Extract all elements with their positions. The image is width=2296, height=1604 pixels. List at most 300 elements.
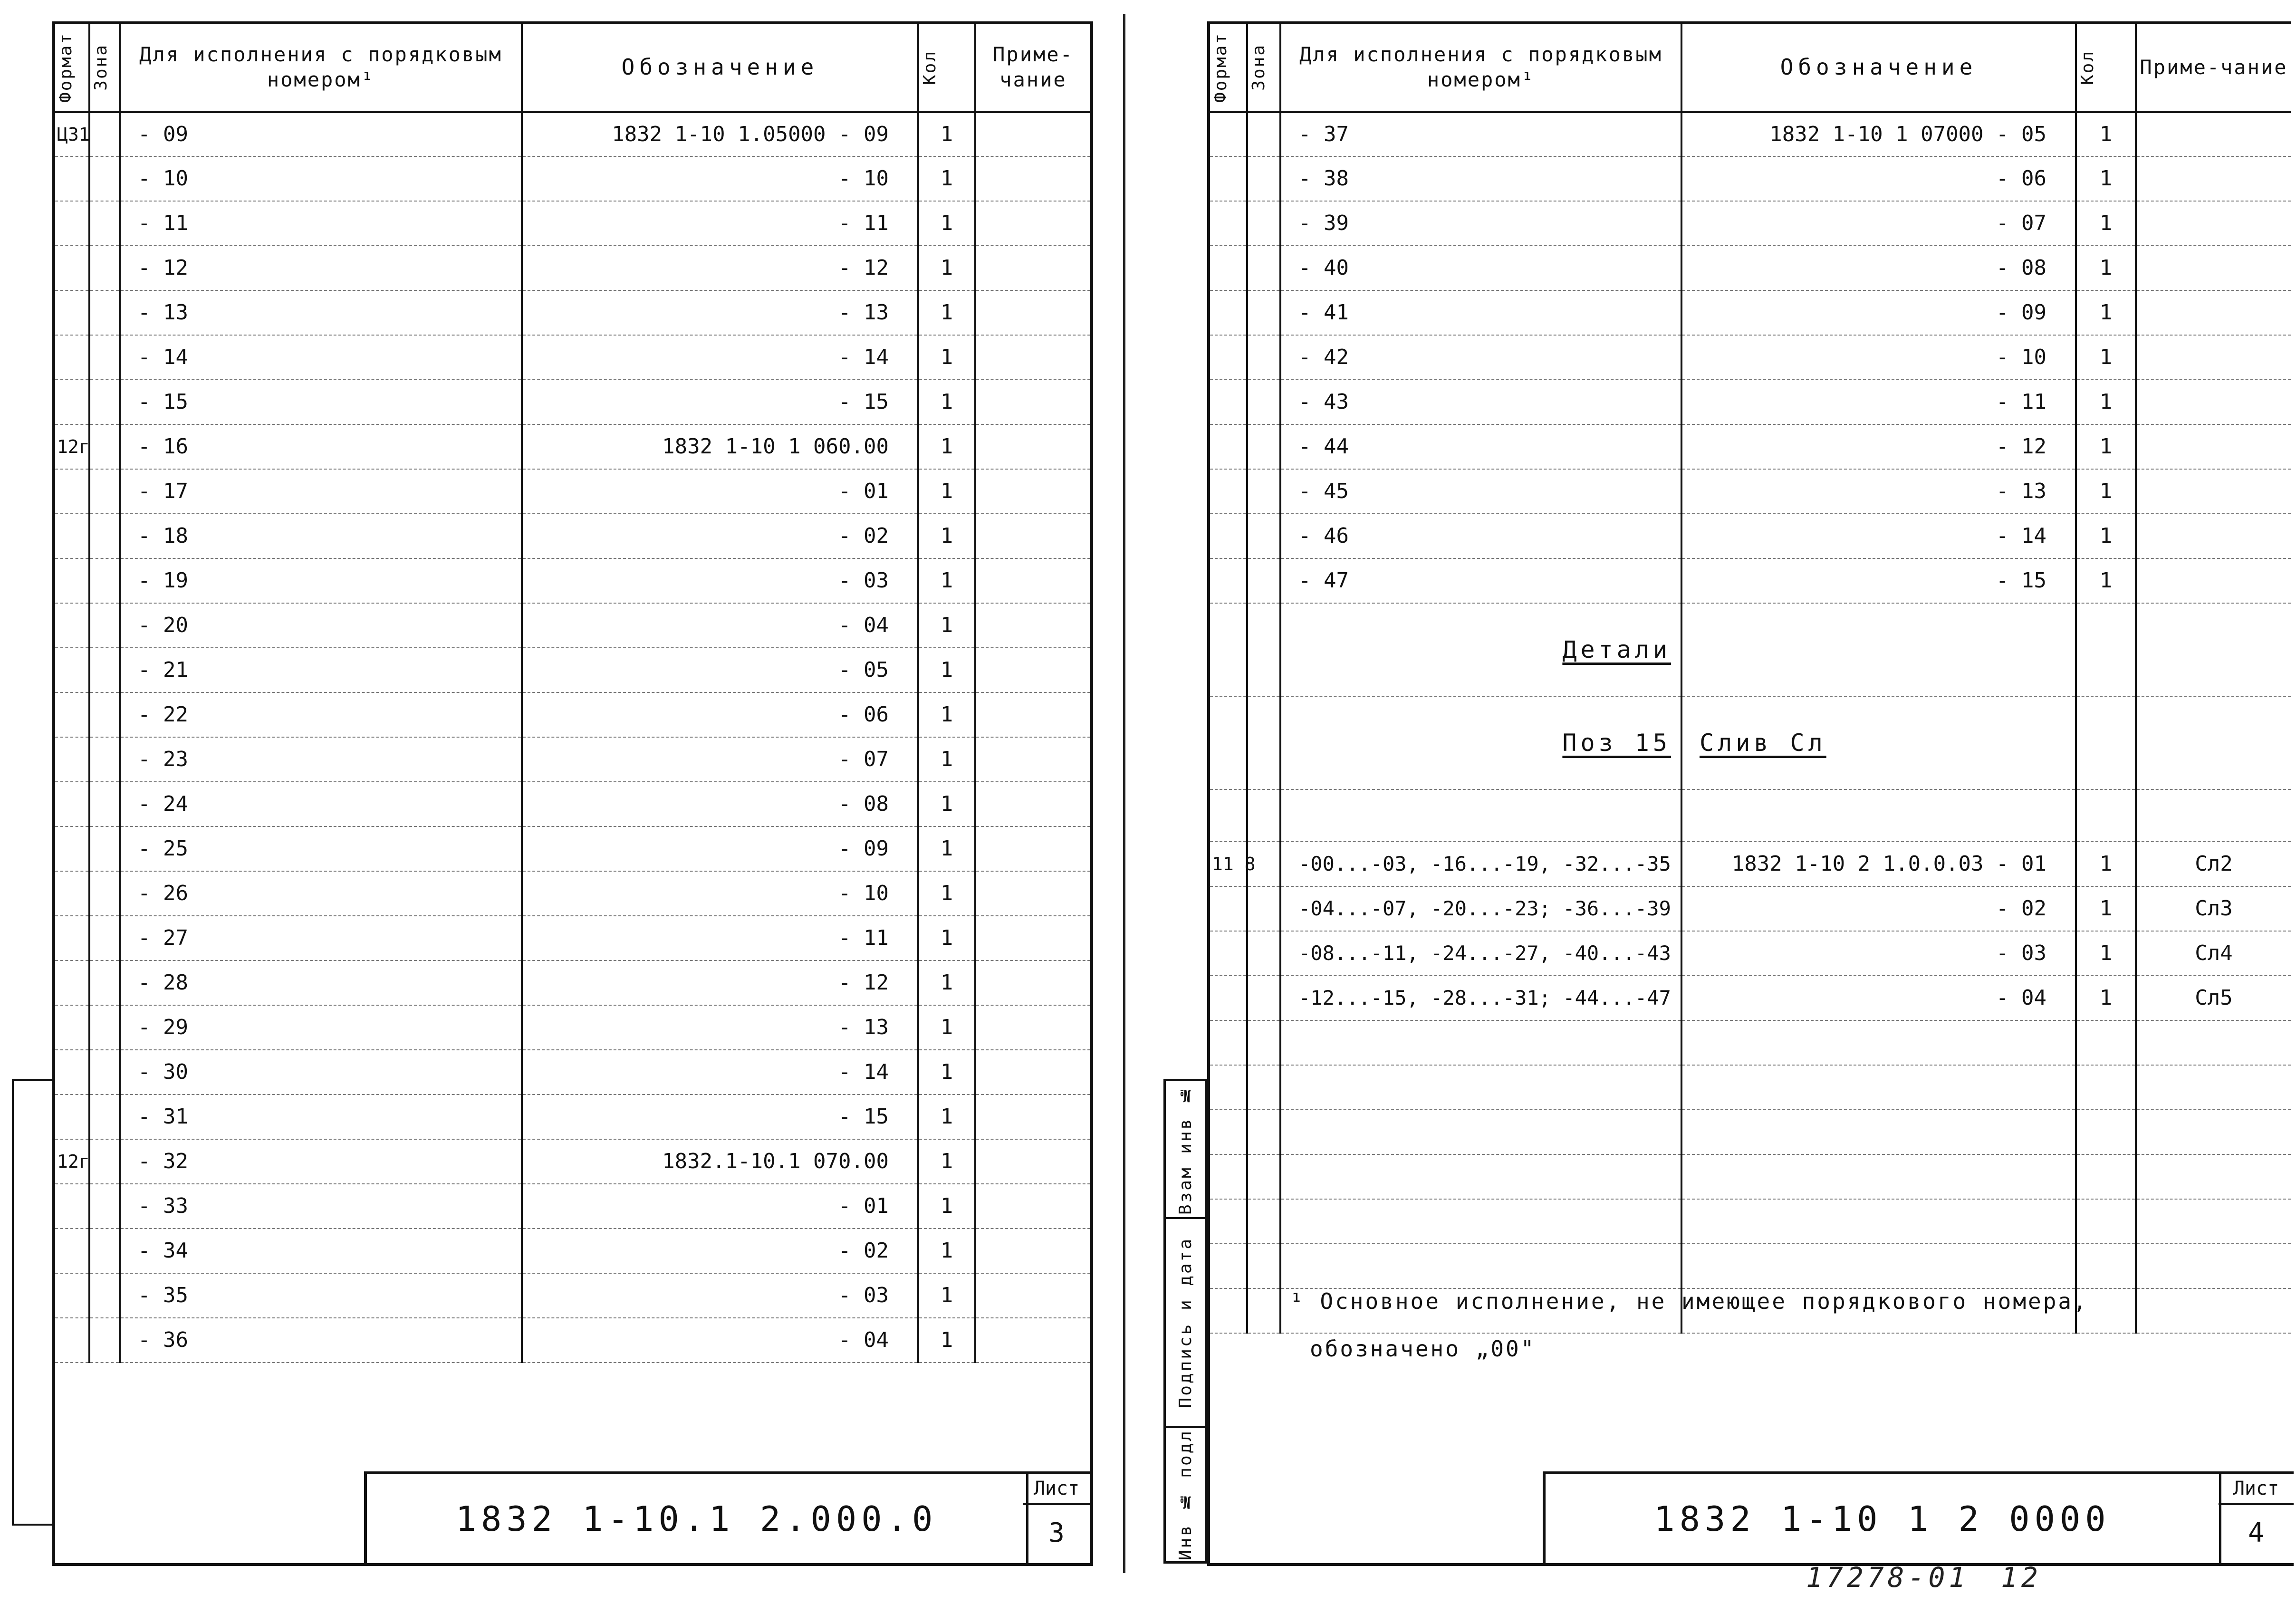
approval-side-strip xyxy=(1163,1079,1207,1564)
format-cell xyxy=(55,335,89,380)
qty-cell: 1 xyxy=(918,1229,975,1273)
note-cell xyxy=(2136,246,2291,290)
qty-cell: 1 xyxy=(918,201,975,246)
zone-cell xyxy=(1247,201,1280,246)
variant-cell: -12...-15, -28...-31; -44...-47 xyxy=(1280,976,1681,1020)
note-cell xyxy=(975,290,1090,335)
variant-cell: - 43 xyxy=(1280,380,1681,424)
format-cell xyxy=(55,1273,89,1318)
format-cell xyxy=(1210,380,1247,424)
left-spec-table xyxy=(55,24,1090,1363)
qty-cell: 1 xyxy=(918,692,975,737)
table-row xyxy=(1210,469,2291,514)
format-cell xyxy=(55,871,89,916)
designation-cell: - 10 xyxy=(522,871,918,916)
format-cell xyxy=(1210,469,1247,514)
format-cell xyxy=(1210,1020,1247,1065)
designation-cell: - 07 xyxy=(1681,201,2076,246)
variant-cell: - 27 xyxy=(120,916,522,960)
table-row xyxy=(55,290,1090,335)
format-cell xyxy=(1210,201,1247,246)
table-row xyxy=(55,916,1090,960)
format-cell xyxy=(55,1050,89,1095)
footnote-line-1: ¹ Основное исполнение, не имеющее порядкового номера, xyxy=(1290,1288,2088,1314)
format-cell xyxy=(55,692,89,737)
format-cell xyxy=(55,782,89,826)
header-format-text: Формат xyxy=(1211,32,1230,103)
format-cell xyxy=(1210,1288,1247,1333)
variant-cell: - 18 xyxy=(120,514,522,558)
variant-cell: - 20 xyxy=(120,603,522,648)
table-header xyxy=(55,24,1090,112)
zone-cell xyxy=(89,692,120,737)
qty-cell: 1 xyxy=(918,424,975,469)
note-cell xyxy=(975,1050,1090,1095)
note-cell xyxy=(975,1005,1090,1050)
designation-cell: 1832 1-10 1 060.00 xyxy=(522,424,918,469)
variant-cell: - 15 xyxy=(120,380,522,424)
designation-cell xyxy=(1681,603,2076,696)
format-cell xyxy=(55,737,89,782)
table-row xyxy=(1210,931,2291,976)
empty-row xyxy=(1210,1065,2291,1110)
qty-cell: 1 xyxy=(918,1005,975,1050)
designation-cell: - 14 xyxy=(1681,514,2076,558)
note-cell xyxy=(2136,696,2291,789)
table-row xyxy=(55,1139,1090,1184)
variant-cell xyxy=(1280,1020,1681,1065)
side-cell-original-inv xyxy=(1166,1428,1205,1561)
qty-cell: 1 xyxy=(918,1050,975,1095)
designation-cell: - 11 xyxy=(1681,380,2076,424)
designation-cell: - 13 xyxy=(1681,469,2076,514)
zone-cell xyxy=(89,1050,120,1095)
header-note: Приме-чание xyxy=(975,24,1090,112)
format-cell xyxy=(1210,112,1247,156)
header-format xyxy=(1210,24,1247,112)
qty-cell: 1 xyxy=(918,782,975,826)
left-table-body xyxy=(55,112,1090,1363)
variant-cell: - 28 xyxy=(120,960,522,1005)
zone-cell xyxy=(89,290,120,335)
designation-cell: - 15 xyxy=(522,1095,918,1139)
zone-cell xyxy=(89,1005,120,1050)
zone-cell xyxy=(1247,886,1280,931)
zone-cell xyxy=(89,871,120,916)
section-details-title: Детали xyxy=(1562,636,1671,663)
table-header xyxy=(1210,24,2291,112)
zone-cell xyxy=(89,1184,120,1229)
qty-cell xyxy=(2076,1065,2136,1110)
zone-cell xyxy=(1247,514,1280,558)
table-row xyxy=(55,1229,1090,1273)
designation-cell: - 09 xyxy=(1681,290,2076,335)
qty-cell: 1 xyxy=(918,335,975,380)
qty-cell: 1 xyxy=(918,1318,975,1363)
zone-cell xyxy=(1247,1199,1280,1244)
variant-cell: - 32 xyxy=(120,1139,522,1184)
sheet-number: 3 xyxy=(1048,1518,1065,1548)
section-part-name: Слив Сл xyxy=(1700,729,1826,757)
table-row xyxy=(55,826,1090,871)
variant-cell xyxy=(1280,1244,1681,1288)
zone-cell xyxy=(1247,1020,1280,1065)
qty-cell: 1 xyxy=(918,737,975,782)
designation-cell: 1832 1-10 1.05000 - 09 xyxy=(522,112,918,156)
variant-cell: - 12 xyxy=(120,246,522,290)
zone-cell xyxy=(89,469,120,514)
empty-row xyxy=(1210,789,2291,842)
zone-cell xyxy=(1247,335,1280,380)
note-cell xyxy=(2136,603,2291,696)
designation-cell: - 04 xyxy=(1681,976,2076,1020)
format-cell xyxy=(1210,558,1247,603)
table-row xyxy=(1210,842,2291,886)
header-zone-text: Зона xyxy=(1249,44,1268,91)
header-designation: Обозначение xyxy=(1681,24,2076,112)
qty-cell: 1 xyxy=(918,916,975,960)
zone-cell xyxy=(89,335,120,380)
table-row xyxy=(55,960,1090,1005)
header-variant: Для исполнения с порядковым номером¹ xyxy=(120,24,522,112)
format-cell xyxy=(55,826,89,871)
variant-cell: - 44 xyxy=(1280,424,1681,469)
qty-cell xyxy=(2076,789,2136,842)
qty-cell xyxy=(2076,1244,2136,1288)
sheet-label: Лист xyxy=(2219,1474,2294,1505)
zone-cell xyxy=(89,648,120,692)
qty-cell: 1 xyxy=(2076,842,2136,886)
variant-cell: - 23 xyxy=(120,737,522,782)
qty-cell: 1 xyxy=(2076,335,2136,380)
table-row xyxy=(55,112,1090,156)
note-cell xyxy=(975,469,1090,514)
table-row xyxy=(1210,201,2291,246)
zone-cell xyxy=(1247,246,1280,290)
qty-cell: 1 xyxy=(2076,246,2136,290)
variant-cell: - 40 xyxy=(1280,246,1681,290)
variant-cell: - 22 xyxy=(120,692,522,737)
note-cell xyxy=(975,826,1090,871)
table-row xyxy=(55,156,1090,201)
variant-cell: - 26 xyxy=(120,871,522,916)
table-row xyxy=(55,469,1090,514)
zone-cell xyxy=(89,558,120,603)
qty-cell: 1 xyxy=(2076,558,2136,603)
table-row xyxy=(1210,976,2291,1020)
note-cell xyxy=(975,737,1090,782)
table-row xyxy=(1210,112,2291,156)
designation-cell xyxy=(1681,1020,2076,1065)
section-position-title: Поз 15 xyxy=(1562,729,1671,757)
qty-cell xyxy=(2076,1199,2136,1244)
qty-cell: 1 xyxy=(918,826,975,871)
format-cell xyxy=(1210,1244,1247,1288)
qty-cell: 1 xyxy=(918,469,975,514)
designation-cell: 1832.1-10.1 070.00 xyxy=(522,1139,918,1184)
variant-cell xyxy=(1280,603,1681,696)
qty-cell: 1 xyxy=(2076,424,2136,469)
qty-cell: 1 xyxy=(918,246,975,290)
sheet-label: Лист xyxy=(1023,1474,1090,1505)
qty-cell: 1 xyxy=(2076,290,2136,335)
designation-cell: - 07 xyxy=(522,737,918,782)
table-row xyxy=(55,424,1090,469)
note-cell xyxy=(975,648,1090,692)
format-cell xyxy=(1210,424,1247,469)
format-cell xyxy=(1210,789,1247,842)
designation-cell: - 10 xyxy=(1681,335,2076,380)
table-row xyxy=(55,871,1090,916)
header-qty-text: Кол xyxy=(2078,49,2097,85)
format-cell xyxy=(1210,246,1247,290)
qty-cell: 1 xyxy=(2076,112,2136,156)
zone-cell xyxy=(1247,789,1280,842)
qty-cell: 1 xyxy=(918,558,975,603)
side-cell-signature-date xyxy=(1166,1219,1205,1428)
table-row xyxy=(1210,886,2291,931)
side-label-original-inv: Инв № подл xyxy=(1175,1429,1195,1561)
format-cell xyxy=(1210,931,1247,976)
designation-cell: - 12 xyxy=(522,960,918,1005)
designation-cell: - 09 xyxy=(522,826,918,871)
zone-cell xyxy=(89,424,120,469)
variant-cell: - 16 xyxy=(120,424,522,469)
note-cell xyxy=(975,603,1090,648)
table-row xyxy=(55,1184,1090,1229)
format-cell xyxy=(55,916,89,960)
zone-cell xyxy=(1247,558,1280,603)
format-cell xyxy=(1210,1199,1247,1244)
qty-cell: 1 xyxy=(918,380,975,424)
zone-cell xyxy=(1247,1154,1280,1199)
empty-row xyxy=(1210,1154,2291,1199)
designation-cell: - 01 xyxy=(522,469,918,514)
zone-cell xyxy=(89,201,120,246)
format-cell xyxy=(1210,156,1247,201)
table-row xyxy=(1210,290,2291,335)
empty-row xyxy=(1210,1199,2291,1244)
section-row xyxy=(1210,696,2291,789)
table-row xyxy=(1210,558,2291,603)
qty-cell xyxy=(2076,1110,2136,1154)
qty-cell: 1 xyxy=(918,1139,975,1184)
left-margin-bracket xyxy=(12,1079,55,1526)
qty-cell: 1 xyxy=(918,514,975,558)
qty-cell: 1 xyxy=(918,156,975,201)
variant-cell: - 33 xyxy=(120,1184,522,1229)
variant-cell xyxy=(1280,1065,1681,1110)
zone-cell xyxy=(1247,1065,1280,1110)
designation-cell: - 11 xyxy=(522,201,918,246)
note-cell xyxy=(2136,380,2291,424)
qty-cell: 1 xyxy=(2076,380,2136,424)
variant-cell: - 14 xyxy=(120,335,522,380)
zone-cell xyxy=(89,1318,120,1363)
zone-cell xyxy=(89,737,120,782)
qty-cell: 1 xyxy=(918,603,975,648)
format-cell: 11 8 xyxy=(1210,842,1247,886)
sheet-box xyxy=(1023,1474,1090,1563)
designation-cell: - 01 xyxy=(522,1184,918,1229)
designation-cell: - 06 xyxy=(1681,156,2076,201)
note-cell xyxy=(2136,1244,2291,1288)
zone-cell xyxy=(1247,976,1280,1020)
format-cell xyxy=(1210,335,1247,380)
zone-cell xyxy=(1247,603,1280,696)
format-cell xyxy=(1210,290,1247,335)
format-cell xyxy=(55,558,89,603)
format-cell xyxy=(55,290,89,335)
designation-cell xyxy=(1681,1154,2076,1199)
note-cell xyxy=(2136,789,2291,842)
table-row xyxy=(55,514,1090,558)
designation-cell: - 04 xyxy=(522,1318,918,1363)
note-cell: Сл3 xyxy=(2136,886,2291,931)
header-qty-text: Кол xyxy=(920,49,940,85)
note-cell xyxy=(2136,112,2291,156)
designation-cell: - 08 xyxy=(1681,246,2076,290)
designation-cell: - 10 xyxy=(522,156,918,201)
designation-cell xyxy=(1681,696,2076,789)
note-cell xyxy=(975,335,1090,380)
variant-cell: - 29 xyxy=(120,1005,522,1050)
format-cell xyxy=(55,648,89,692)
zone-cell xyxy=(89,380,120,424)
note-cell xyxy=(975,1139,1090,1184)
table-row xyxy=(1210,156,2291,201)
header-format-text: Формат xyxy=(56,32,76,103)
left-title-block xyxy=(364,1471,1093,1566)
note-cell xyxy=(975,246,1090,290)
variant-cell: - 09 xyxy=(120,112,522,156)
table-row xyxy=(55,558,1090,603)
designation-cell: - 11 xyxy=(522,916,918,960)
zone-cell xyxy=(1247,1110,1280,1154)
designation-cell: - 13 xyxy=(522,1005,918,1050)
header-qty xyxy=(918,24,975,112)
variant-cell: - 46 xyxy=(1280,514,1681,558)
note-cell xyxy=(975,1273,1090,1318)
qty-cell: 1 xyxy=(918,960,975,1005)
note-cell xyxy=(2136,424,2291,469)
designation-cell: 1832 1-10 2 1.0.0.03 - 01 xyxy=(1681,842,2076,886)
format-cell xyxy=(55,1229,89,1273)
footnote-line-2: обозначено „00" xyxy=(1310,1336,1536,1362)
drawing-code: 1832 1-10.1 2.000.0 xyxy=(367,1474,1028,1563)
qty-cell: 1 xyxy=(918,1273,975,1318)
table-row xyxy=(55,1005,1090,1050)
zone-cell xyxy=(1247,469,1280,514)
qty-cell: 1 xyxy=(2076,931,2136,976)
zone-cell xyxy=(89,112,120,156)
page-divider xyxy=(1123,14,1125,1573)
format-cell xyxy=(1210,1154,1247,1199)
table-row xyxy=(55,603,1090,648)
format-cell xyxy=(55,1005,89,1050)
format-cell xyxy=(55,514,89,558)
variant-cell: -00...-03, -16...-19, -32...-35 xyxy=(1280,842,1681,886)
zone-cell xyxy=(89,603,120,648)
table-row xyxy=(1210,424,2291,469)
designation-cell: - 02 xyxy=(522,514,918,558)
format-cell: ЦЗ1 xyxy=(55,112,89,156)
header-note: Приме-чание xyxy=(2136,24,2291,112)
note-cell xyxy=(2136,514,2291,558)
variant-cell: - 35 xyxy=(120,1273,522,1318)
qty-cell: 1 xyxy=(918,1184,975,1229)
variant-cell: -04...-07, -20...-23; -36...-39 xyxy=(1280,886,1681,931)
table-row xyxy=(55,335,1090,380)
table-row xyxy=(55,380,1090,424)
variant-cell: - 25 xyxy=(120,826,522,871)
side-cell-replacement-inv xyxy=(1166,1081,1205,1219)
zone-cell xyxy=(89,1273,120,1318)
table-row xyxy=(55,201,1090,246)
sheet-box xyxy=(2219,1474,2294,1563)
header-zone xyxy=(1247,24,1280,112)
note-cell xyxy=(975,380,1090,424)
header-zone xyxy=(89,24,120,112)
designation-cell: - 13 xyxy=(522,290,918,335)
variant-cell: - 47 xyxy=(1280,558,1681,603)
table-row xyxy=(1210,246,2291,290)
variant-cell: -08...-11, -24...-27, -40...-43 xyxy=(1280,931,1681,976)
note-cell xyxy=(2136,558,2291,603)
note-cell xyxy=(975,1318,1090,1363)
note-cell xyxy=(2136,1288,2291,1333)
format-cell: 12г xyxy=(55,424,89,469)
note-cell xyxy=(2136,156,2291,201)
table-row xyxy=(1210,380,2291,424)
designation-cell: - 12 xyxy=(1681,424,2076,469)
variant-cell: - 17 xyxy=(120,469,522,514)
header-zone-text: Зона xyxy=(91,44,111,91)
designation-cell xyxy=(1681,1199,2076,1244)
designation-cell: - 12 xyxy=(522,246,918,290)
empty-row xyxy=(1210,1110,2291,1154)
qty-cell: 1 xyxy=(918,112,975,156)
format-cell xyxy=(55,603,89,648)
note-cell xyxy=(975,112,1090,156)
zone-cell xyxy=(1247,1244,1280,1288)
qty-cell: 1 xyxy=(2076,514,2136,558)
note-cell xyxy=(975,692,1090,737)
format-cell xyxy=(1210,886,1247,931)
format-cell xyxy=(55,156,89,201)
zone-cell xyxy=(1247,696,1280,789)
variant-cell: - 31 xyxy=(120,1095,522,1139)
qty-cell: 1 xyxy=(918,290,975,335)
variant-cell: - 30 xyxy=(120,1050,522,1095)
format-cell xyxy=(55,469,89,514)
archive-stamp-number: 17278-01 xyxy=(1806,1561,1969,1594)
format-cell xyxy=(1210,603,1247,696)
designation-cell xyxy=(1681,1244,2076,1288)
empty-row xyxy=(1210,1020,2291,1065)
table-row xyxy=(55,246,1090,290)
designation-cell: - 02 xyxy=(1681,886,2076,931)
designation-cell: - 03 xyxy=(522,558,918,603)
variant-cell: - 39 xyxy=(1280,201,1681,246)
note-cell xyxy=(2136,335,2291,380)
format-cell: 12г xyxy=(55,1139,89,1184)
variant-cell: - 34 xyxy=(120,1229,522,1273)
right-table-body xyxy=(1210,112,2291,1333)
format-cell xyxy=(55,960,89,1005)
archive-stamp-page: 12 xyxy=(2001,1561,2042,1594)
left-sheet xyxy=(52,21,1093,1566)
